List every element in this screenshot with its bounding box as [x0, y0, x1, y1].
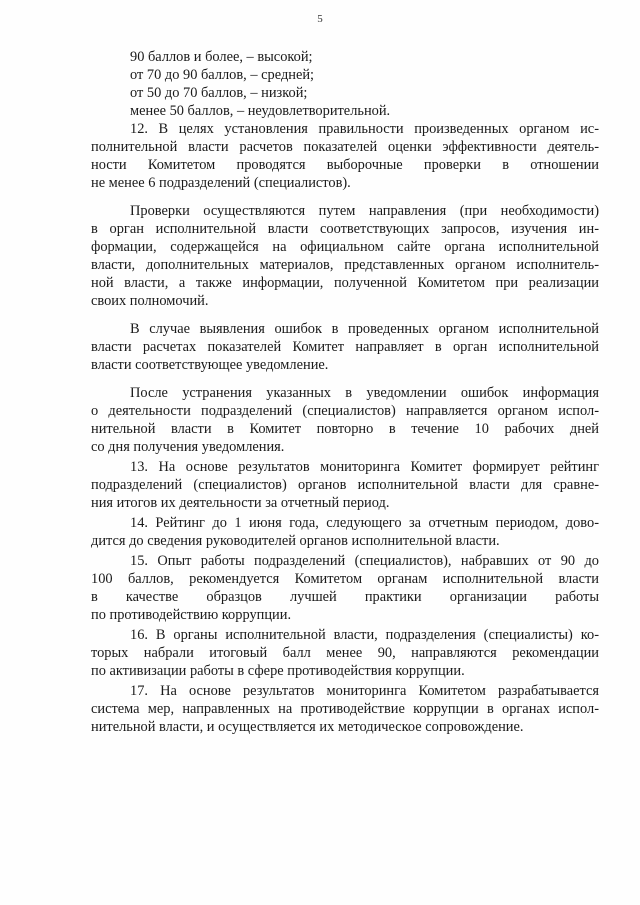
text-line: нительной власти в Комитет повторно в течение 10 рабочих дней [91, 421, 599, 437]
text-line: власти, дополнительных материалов, представленных органом исполнитель- [91, 257, 599, 273]
text-line: по активизации работы в сфере противодействия коррупции. [91, 663, 465, 679]
text-line: 90 баллов и более, – высокой; [130, 49, 313, 65]
text-line: формации, содержащейся на официальном сайте органа исполнительной [91, 239, 599, 255]
text-line: власти расчетах показателей Комитет направляет в орган исполнительной [91, 339, 599, 355]
text-line: не менее 6 подразделений (специалистов). [91, 175, 351, 191]
text-line: система мер, направленных на противодействие коррупции в органах испол- [91, 701, 599, 717]
text-line: подразделений (специалистов) органов исполнительной власти для сравне- [91, 477, 599, 493]
text-line: нительной власти, и осуществляется их методическое сопровождение. [91, 719, 524, 735]
text-line: ности Комитетом проводятся выборочные проверки в отношении [91, 157, 599, 173]
text-line: дится до сведения руководителей органов исполнительной власти. [91, 533, 500, 549]
text-line: 15. Опыт работы подразделений (специалистов), набравших от 90 до [130, 553, 599, 569]
text-line: от 70 до 90 баллов, – средней; [130, 67, 315, 83]
text-line: 16. В органы исполнительной власти, подразделения (специалисты) ко- [130, 627, 599, 643]
text-line: ния итогов их деятельности за отчетный период. [91, 495, 390, 511]
text-line: 100 баллов, рекомендуется Комитетом органам исполнительной власти [91, 571, 599, 587]
text-line: В случае выявления ошибок в проведенных органом исполнительной [130, 321, 599, 337]
text-line: После устранения указанных в уведомлении ошибок информация [130, 385, 599, 401]
text-line: ной власти, а также информации, полученной Комитетом при реализации [91, 275, 599, 291]
text-line: по противодействию коррупции. [91, 607, 292, 623]
page-number: 5 [317, 13, 323, 25]
text-line: в качестве образцов лучшей практики организации работы [91, 589, 599, 605]
text-line: Проверки осуществляются путем направления (при необходимости) [130, 203, 599, 219]
text-line: в орган исполнительной власти соответствующих запросов, изучения ин- [91, 221, 599, 237]
text-line: власти соответствующее уведомление. [91, 357, 329, 373]
text-line: 14. Рейтинг до 1 июня года, следующего за отчетным периодом, дово- [130, 515, 599, 531]
text-line: от 50 до 70 баллов, – низкой; [130, 85, 308, 101]
text-line: 12. В целях установления правильности произведенных органом ис- [130, 121, 599, 137]
text-line: полнительной власти расчетов показателей оценки эффективности деятель- [91, 139, 599, 155]
text-line: своих полномочий. [91, 293, 209, 309]
text-line: 17. На основе результатов мониторинга Комитетом разрабатывается [130, 683, 599, 699]
text-line: торых набрали итоговый балл менее 90, направляются рекомендации [91, 645, 599, 661]
text-line: со дня получения уведомления. [91, 439, 285, 455]
text-line: менее 50 баллов, – неудовлетворительной. [130, 103, 391, 119]
text-line: о деятельности подразделений (специалистов) направляется органом испол- [91, 403, 599, 419]
text-line: 13. На основе результатов мониторинга Комитет формирует рейтинг [130, 459, 599, 475]
